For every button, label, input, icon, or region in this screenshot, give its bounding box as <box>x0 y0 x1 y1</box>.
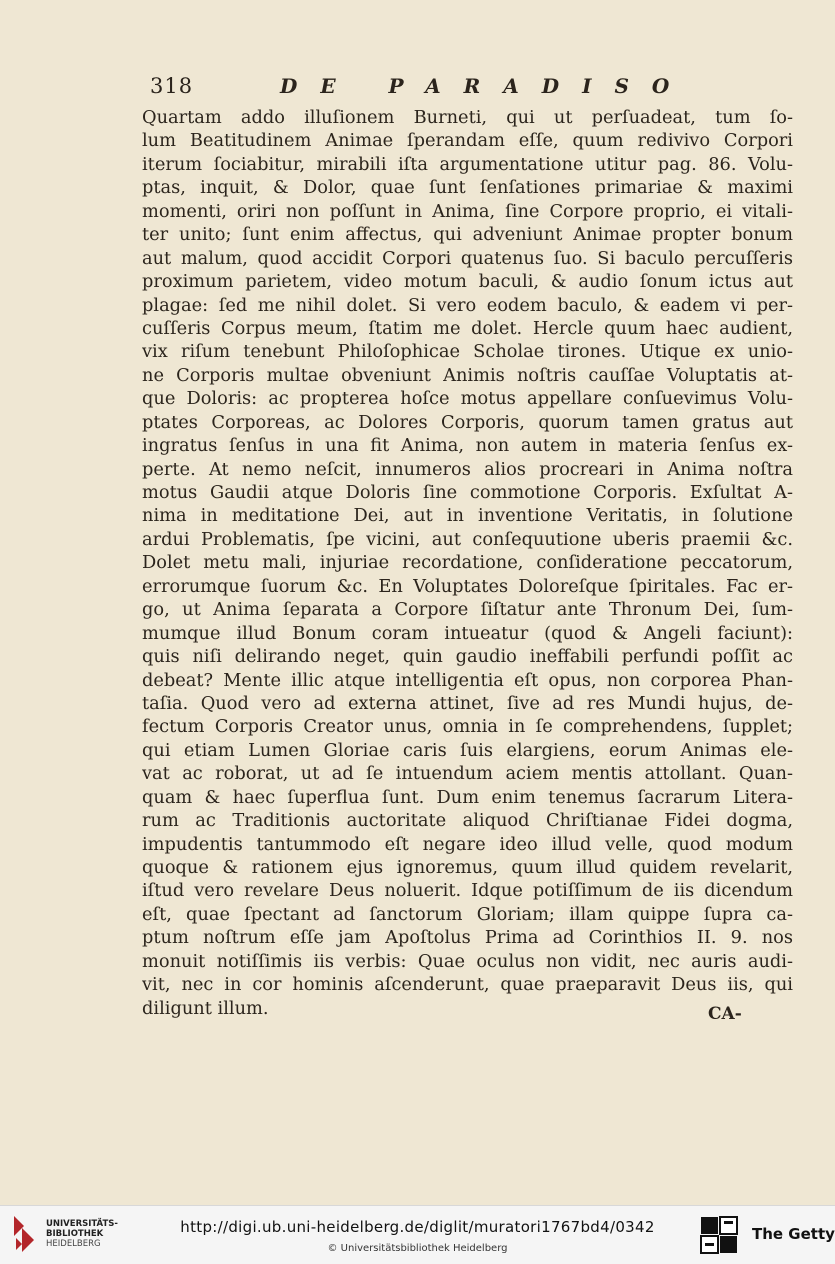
text-line: lum Beatitudinem Animae ſperandam eſſe, quum redivivo Corpori <box>142 130 793 152</box>
text-line: proximum parietem, video motum baculi, & audio ſonum ictus aut <box>142 271 793 293</box>
text-line: plagae: ſed me nihil dolet. Si vero eodem baculo, & eadem vi per- <box>142 294 793 316</box>
text-line: eſt, quae ſpectant ad ſanctorum Gloriam; illam quippe ſupra ca- <box>142 903 793 925</box>
text-line: ne Corporis multae obveniunt Animis noſtris cauſſae Voluptatis at- <box>142 364 793 386</box>
text-line: quam & haec ſuperflua ſunt. Dum enim tenemus ſacrarum Litera- <box>142 786 793 808</box>
copyright-notice: © Universitätsbibliothek Heidelberg <box>327 1243 508 1254</box>
university-name-line2: BIBLIOTHEK <box>46 1229 104 1239</box>
page-number: 318 <box>150 74 194 98</box>
text-line: ter unito; ſunt enim affectus, qui adveniunt Animae propter bonum <box>142 224 793 246</box>
text-line: errorumque ſuorum &c. En Voluptates Doloreſque ſpiritales. Fac er- <box>142 575 793 597</box>
footer-bar <box>0 1205 835 1264</box>
text-line: rum ac Traditionis auctoritate aliquod Chriſtianae Fidei dogma, <box>142 810 793 832</box>
text-line: motus Gaudii atque Doloris ſine commotione Corporis. Exſultat A- <box>142 482 793 503</box>
text-line: go, ut Anima ſeparata a Corpore ſiſtatur ante Thronum Dei, ſum- <box>142 599 793 621</box>
text-line: vix riſum tenebunt Philoſophicae Scholae tirones. Utique ex unio- <box>142 341 793 363</box>
text-line: qui etiam Lumen Gloriae caris ſuis elargiens, eorum Animas ele- <box>142 739 793 761</box>
text-line: cuſſeris Corpus meum, ſtatim me dolet. Hercle quum haec audient, <box>142 317 793 339</box>
page-header <box>150 74 790 102</box>
text-line: mumque illud Bonum coram intueatur (quod & Angeli faciunt): <box>142 622 793 644</box>
text-line: taſia. Quod vero ad externa attinet, ſive ad res Mundi hujus, de- <box>142 692 793 714</box>
body-text <box>142 106 793 1020</box>
text-line: diligunt illum. <box>142 997 269 1019</box>
text-line: ptas, inquit, & Dolor, quae ſunt ſenſationes primariae & maximi <box>142 177 793 199</box>
text-line: quoque & rationem ejus ignoremus, quum illud quidem revelarit, <box>142 857 793 878</box>
partner-name: The Getty <box>752 1225 835 1243</box>
catchword: CA- <box>708 1004 742 1024</box>
text-line: ptates Corporeas, ac Dolores Corporis, quorum tamen gratus aut <box>142 411 793 433</box>
text-line: Dolet metu mali, injuriae recordatione, conſideratione peccatorum, <box>142 552 793 574</box>
text-line: ptum noſtrum eſſe jam Apoſtolus Prima ad Corinthios II. 9. nos <box>142 927 793 949</box>
source-url-link[interactable]: http://digi.ub.uni-heidelberg.de/diglit/muratori1767bd4/0342 <box>180 1218 655 1236</box>
text-line: iterum ſociabitur, mirabili iſta argumentatione utitur pag. 86. Volu- <box>142 153 793 175</box>
text-line: quis niſi delirando neget, quin gaudio ineffabili perfundi poſſit ac <box>142 646 793 668</box>
text-line: ardui Problematis, ſpe vicini, aut conſequutione uberis praemii &c. <box>142 528 793 550</box>
text-line: iſtud vero revelare Deus noluerit. Idque potiſſimum de iis dicendum <box>142 880 793 902</box>
text-line: que Doloris: ac propterea hoſce motus appellare conſuevimus Volu- <box>142 388 793 410</box>
text-line: ingratus ſenſus in una fit Anima, non autem in materia ſenſus ex- <box>142 435 793 457</box>
running-title: DE PARADISO <box>280 74 693 98</box>
text-line: perte. At nemo neſcit, innumeros alios procreari in Anima noſtra <box>142 458 793 480</box>
text-line: impudentis tantummodo eſt negare ideo illud velle, quod modum <box>142 833 793 855</box>
text-line: vat ac roborat, ut ad ſe intuendum aciem mentis attollant. Quan- <box>142 763 793 785</box>
text-line: momenti, oriri non poſſunt in Anima, ſine Corpore proprio, ei vitali- <box>142 200 793 222</box>
text-line: monuit notiſſimis iis verbis: Quae oculus non vidit, nec auris audi- <box>142 950 793 972</box>
text-line: Quartam addo illuſionem Burneti, qui ut perſuadeat, tum ſo- <box>142 107 793 128</box>
text-line: nima in meditatione Dei, aut in inventione Veritatis, in ſolutione <box>142 505 793 527</box>
university-name-line1: UNIVERSITÄTS- <box>46 1219 118 1229</box>
text-line: aut malum, quod accidit Corpori quatenus ſuo. Si baculo percuſſeris <box>142 247 793 269</box>
university-name-line3: HEIDELBERG <box>46 1239 101 1249</box>
getty-logo-icon <box>700 1216 738 1254</box>
text-line: fectum Corporis Creator unus, omnia in ſe comprehendens, ſupplet; <box>142 716 793 738</box>
text-line: vit, nec in cor hominis aſcenderunt, quae praeparavit Deus iis, qui <box>142 974 793 996</box>
text-line: debeat? Mente illic atque intelligentia eſt opus, non corporea Phan- <box>142 669 793 691</box>
